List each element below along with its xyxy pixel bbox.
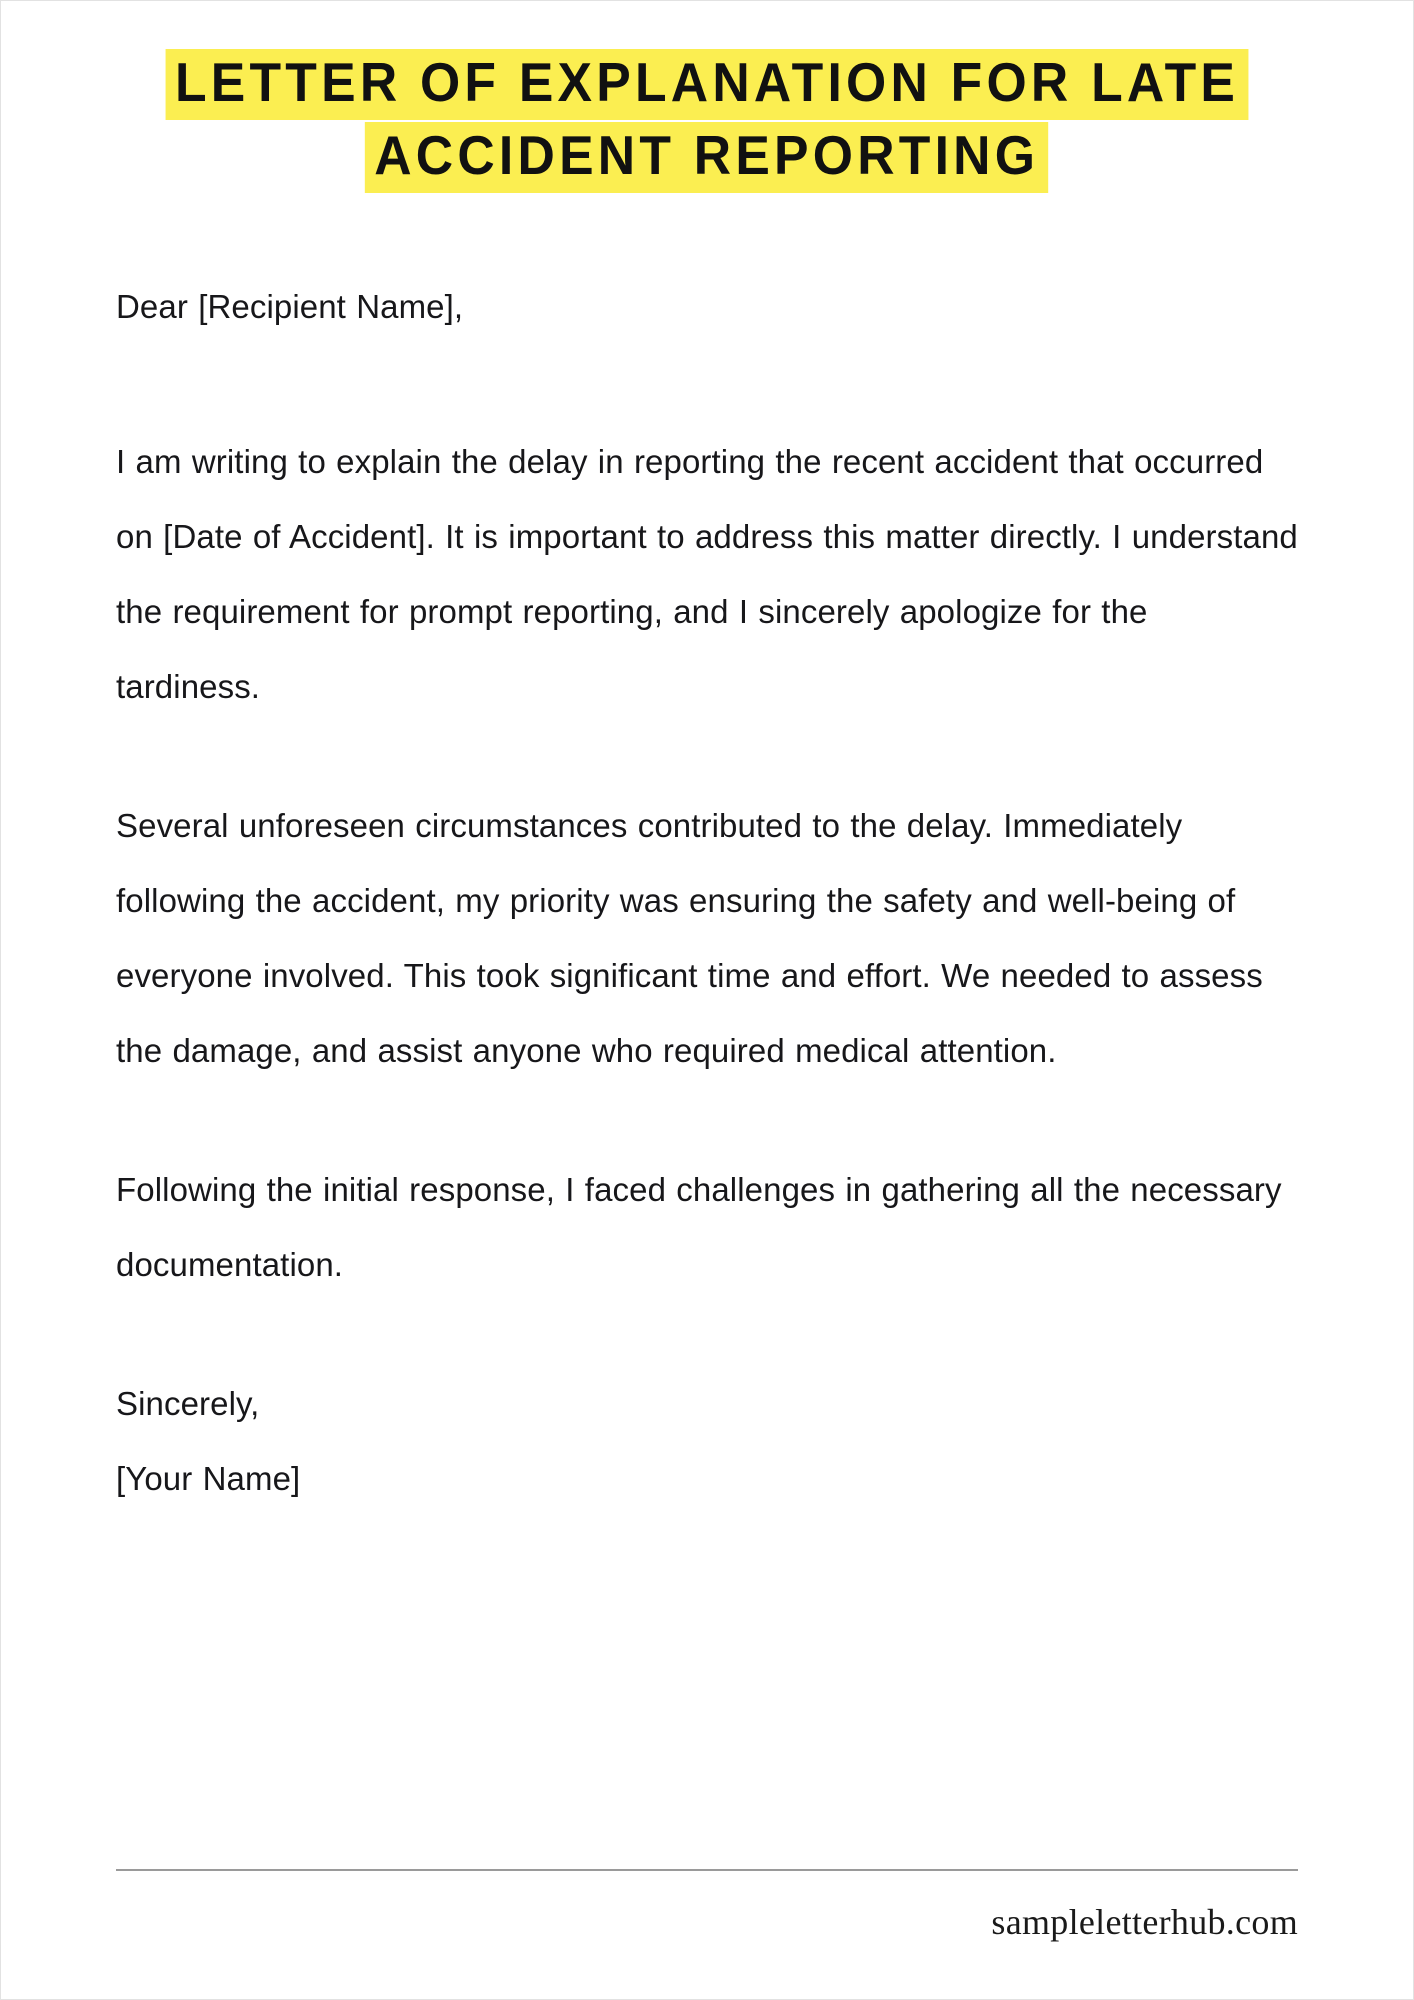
valediction: Sincerely, [116, 1385, 260, 1422]
paragraph-2: Several unforeseen circumstances contributed to the delay. Immediately following the accident, my priority was ensuring the safety and well-being of everyone involved. This took significant time and effort. We needed to assess the damage, and assist anyone who required medical attention. [116, 807, 1263, 1069]
footer-website: sampleletterhub.com [991, 1902, 1298, 1942]
signature-name: [Your Name] [116, 1460, 301, 1497]
footer-divider [116, 1869, 1298, 1871]
paragraph-1: I am writing to explain the delay in reporting the recent accident that occurred on [Date of Accident]. It is important to address this matter directly. I understand the requirement for prompt reporting, and I sincerely apologize for the tardiness. [116, 443, 1298, 705]
title-line-2: ACCIDENT REPORTING [365, 122, 1049, 193]
paragraph-3: Following the initial response, I faced challenges in gathering all the necessary documentation. [116, 1171, 1282, 1283]
page-title [1, 1, 1413, 193]
letter-body [116, 269, 1298, 1516]
title-line-1: LETTER OF EXPLANATION FOR LATE [166, 49, 1249, 120]
page-footer [116, 1869, 1298, 1943]
closing-block [116, 1366, 1298, 1516]
salutation: Dear [Recipient Name], [116, 288, 464, 325]
